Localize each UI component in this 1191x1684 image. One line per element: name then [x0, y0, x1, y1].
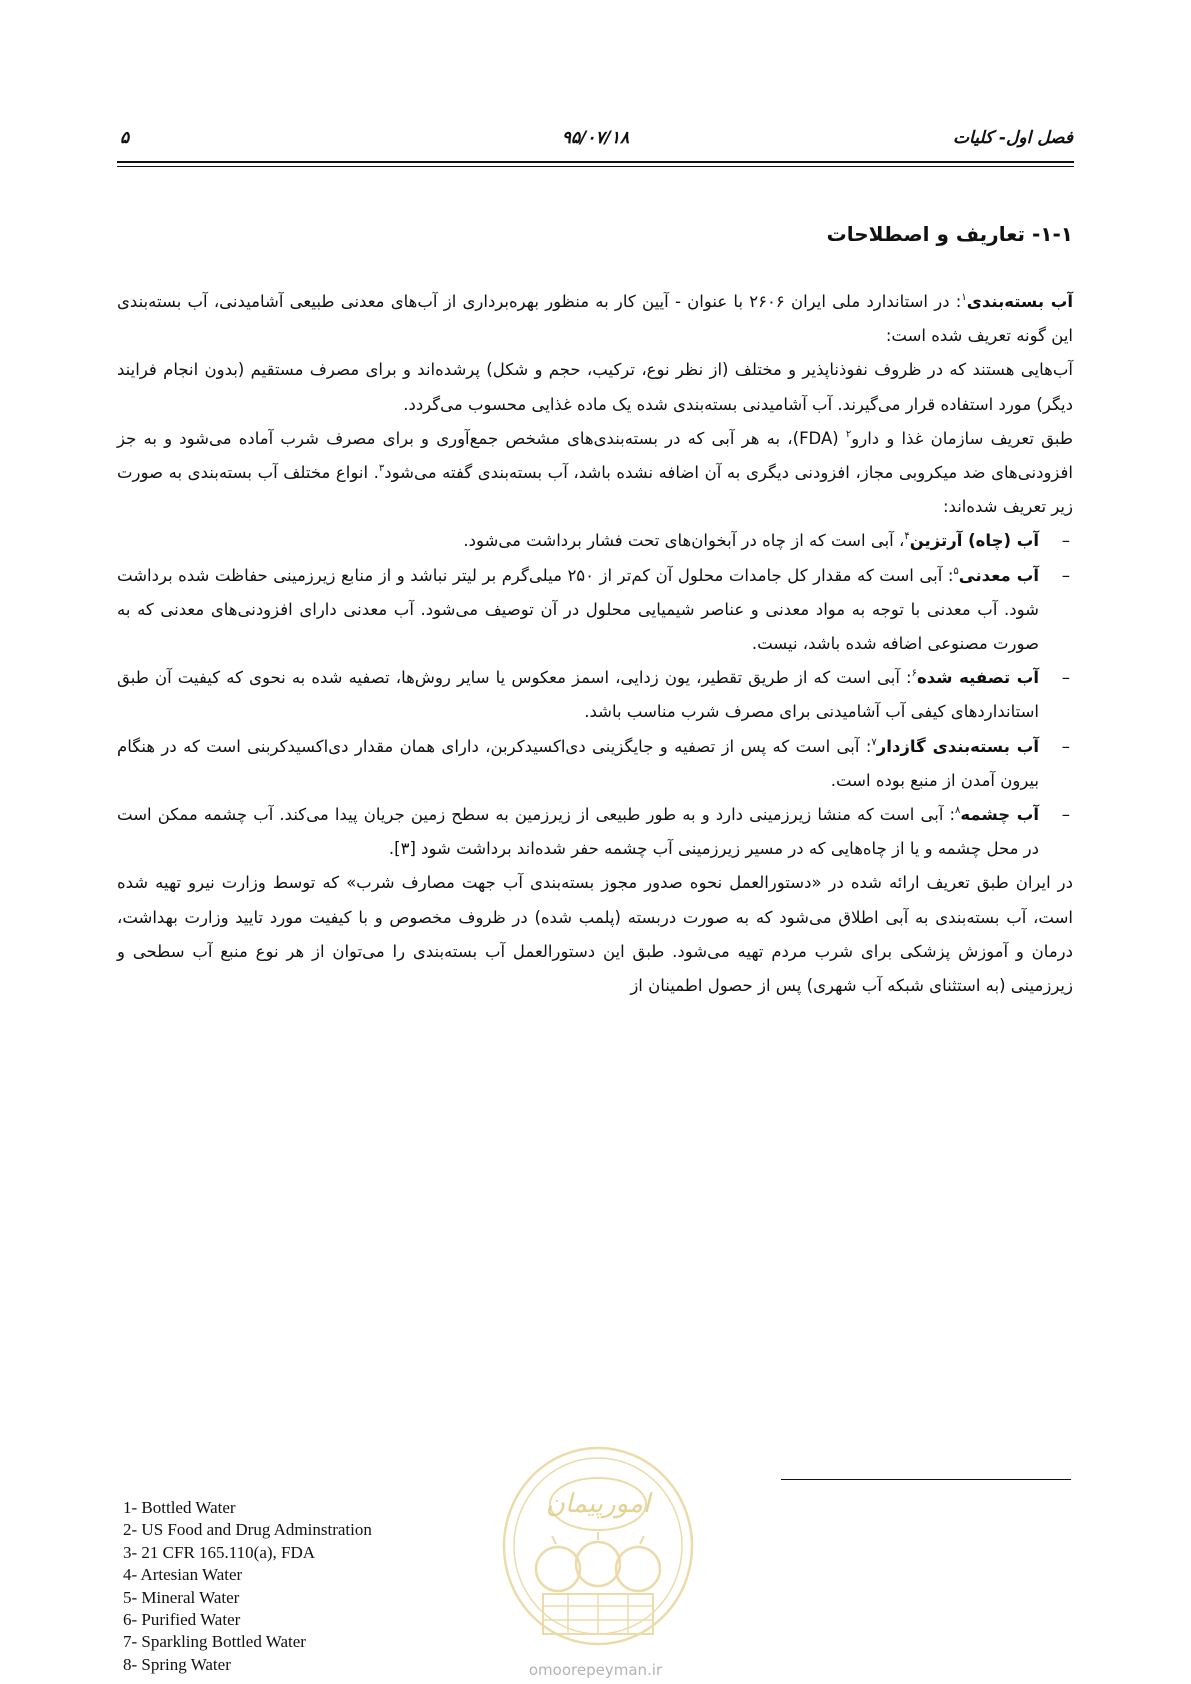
- footnote-ref: ۸: [955, 805, 961, 817]
- item-term: آب چشمه: [960, 805, 1039, 825]
- footnote: 7- Sparkling Bottled Water: [123, 1632, 306, 1652]
- item-text: : آبی است که پس از تصفیه و جایگزینی دی‌اکسیدکربن، دارای همان مقدار دی‌اکسیدکربنی است که در هنگام بیرون آمدن از منبع بوده است.: [117, 736, 1039, 790]
- footnote-ref: ۲: [845, 428, 852, 440]
- header-rule-thin: [117, 166, 1074, 167]
- footnote: 3- 21 CFR 165.110(a), FDA: [123, 1542, 316, 1562]
- header-date: ۹۵/۰۷/۱۸: [561, 128, 630, 148]
- dash-bullet: –: [1061, 805, 1070, 825]
- dash-bullet: –: [1061, 531, 1070, 551]
- footnote: 8- Spring Water: [123, 1654, 231, 1674]
- item-text: : آبی است که از طریق تقطیر، یون زدایی، اسمز معکوس یا سایر روش‌ها، تصفیه شده به نحوی که کیفیت آن طبق استانداردهای کیفی آب آشامیدنی برای مصرف شرب مناسب باشد.: [117, 668, 1039, 722]
- footnote-ref: ۷: [871, 736, 877, 748]
- definition-paragraph: آب‌هایی هستند که در ظروف نفوذناپذیر و مختلف (از نظر نوع، ترکیب، حجم و شکل) پرشده‌اند و برای مصرف مستقیم (بدون انجام فرایند دیگر) مورد استفاده قرار می‌گیرند. آب آشامیدنی بسته‌بندی شده یک ماده غذایی محسوب می‌گردد.: [117, 360, 1073, 414]
- item-term: آب بسته‌بندی گازدار: [876, 736, 1040, 756]
- list-item: [117, 661, 1073, 729]
- section-heading: ۱-۱- تعاریف و اصطلاحات: [826, 222, 1073, 246]
- fda-text-1: طبق تعریف سازمان غذا و دارو: [851, 428, 1073, 448]
- footnote: 2- US Food and Drug Adminstration: [123, 1520, 372, 1540]
- header-rule: [117, 161, 1074, 163]
- watermark-site: omoorepeyman.ir: [528, 1661, 663, 1679]
- item-term: آب (چاه) آرتزین: [909, 531, 1039, 551]
- list-item: [117, 798, 1073, 866]
- footnote-ref: ۶: [911, 668, 917, 680]
- footnote-ref: ۳: [378, 463, 385, 475]
- list-item: [117, 524, 1073, 558]
- footnote: 5- Mineral Water: [123, 1587, 240, 1607]
- list-item: [117, 730, 1073, 798]
- item-term: آب تصفیه شده: [916, 668, 1039, 688]
- item-term: آب معدنی: [958, 565, 1040, 585]
- item-text: ، آبی است که از چاه در آبخوان‌های تحت فشار برداشت می‌شود.: [463, 531, 905, 551]
- list-item: [117, 559, 1073, 662]
- water-types-list: [117, 524, 1073, 866]
- footnote-separator: [781, 1479, 1071, 1480]
- footnotes-list: [123, 1497, 372, 1676]
- watermark-seal-icon: [498, 1444, 698, 1649]
- item-text: : آبی است که مقدار کل جامدات محلول آن کم‌تر از ۲۵۰ میلی‌گرم بر لیتر نباشد و از منابع زیرزمینی حفاظت شده برداشت شود. آب معدنی با توجه به مواد معدنی و عناصر شیمیایی محلول در آن توصیف می‌شود. آب معدنی دارای افزودنی‌های معدنی که به صورت مصنوعی اضافه شده باشد، نیست.: [117, 565, 1039, 654]
- footnote-ref: ۵: [953, 565, 959, 577]
- fda-paragraph: [117, 422, 1073, 525]
- chapter-title: فصل اول- کلیات: [953, 128, 1073, 148]
- dash-bullet: –: [1061, 736, 1070, 756]
- dash-bullet: –: [1061, 565, 1070, 585]
- fda-text-2: (FDA)، به هر آبی که در بسته‌بندی‌های مشخص جمع‌آوری و برای مصرف شرب آماده می‌شود و به جز افزودنی‌های ضد میکروبی مجاز، افزودنی دیگری به آن اضافه نشده باشد، آب بسته‌بندی گفته می‌شود: [117, 428, 1073, 483]
- main-text: [117, 285, 1073, 1003]
- dash-bullet: –: [1061, 668, 1070, 688]
- footnote-ref: ۱: [961, 292, 967, 303]
- fda-text-3: . انواع مختلف آب بسته‌بندی به صورت زیر تعریف شده‌اند:: [117, 463, 1073, 517]
- footnote: 1- Bottled Water: [123, 1498, 236, 1517]
- footnote-ref: ۴: [904, 531, 910, 543]
- footnote: 6- Purified Water: [123, 1610, 241, 1630]
- intro-paragraph: [117, 285, 1073, 353]
- footnote: 4- Artesian Water: [123, 1565, 243, 1585]
- intro-text: : در استاندارد ملی ایران ۲۶۰۶ با عنوان - آیین کار به منظور بهره‌برداری از آب‌های معدنی طبیعی آشامیدنی، آب بسته‌بندی این گونه تعریف شده است:: [117, 292, 1073, 346]
- iran-paragraph: در ایران طبق تعریف ارائه شده در «دستورالعمل نحوه صدور مجوز بسته‌بندی آب جهت مصارف شرب» که توسط وزارت نیرو تهیه شده است، آب بسته‌بندی به آبی اطلاق می‌شود که به صورت دربسته (پلمب شده) در ظروف مخصوص و با کیفیت مورد تایید وزارت بهداشت، درمان و آموزش پزشکی برای شرب مردم تهیه می‌شود. طبق این دستورالعمل آب بسته‌بندی را می‌توان از هر نوع منبع آب سطحی و زیرزمینی (به استثنای شبکه آب شهری) پس از حصول اطمینان از: [117, 873, 1073, 996]
- intro-term: آب بسته‌بندی: [966, 292, 1073, 311]
- page-number: ۵: [120, 128, 130, 148]
- seal-text: امورپیمان: [545, 1489, 651, 1519]
- item-text: : آبی است که منشا زیرزمینی دارد و به طور طبیعی از زیرزمین به سطح زمین جریان پیدا می‌کند. آب چشمه ممکن است در محل چشمه و یا از چاه‌هایی که در مسیر زیرزمینی آب چشمه حفر شده‌اند برداشت شود [۳].: [117, 805, 1039, 859]
